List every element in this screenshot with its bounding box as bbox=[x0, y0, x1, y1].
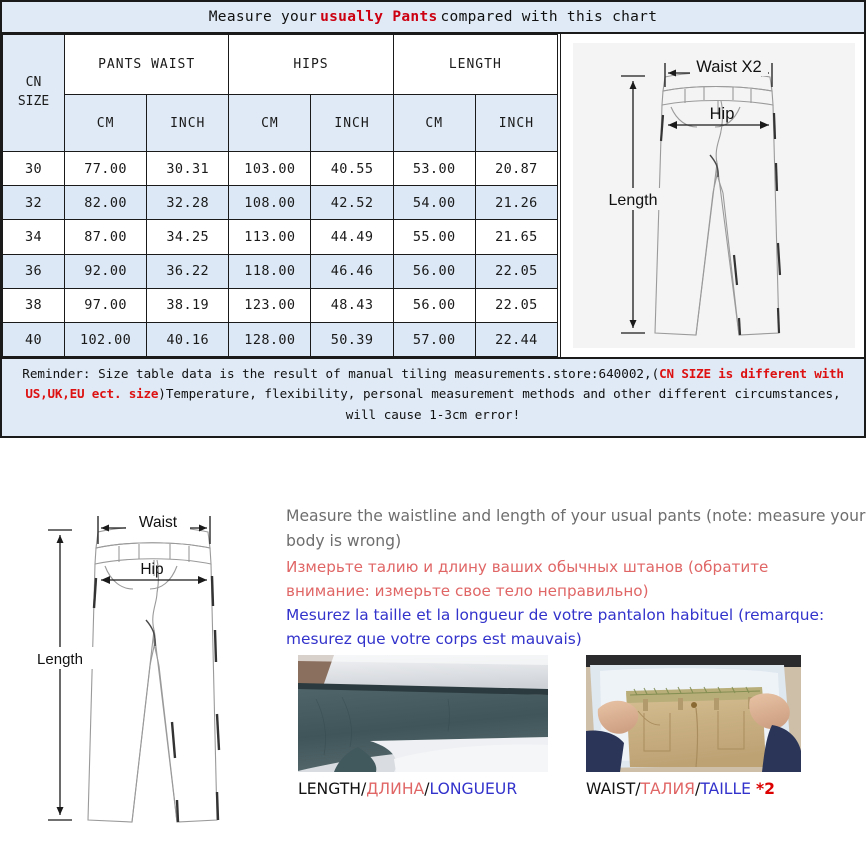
instruction-text bbox=[286, 504, 866, 652]
instruction-en-line2: body is wrong) bbox=[286, 532, 402, 551]
pants-diagram-top-icon bbox=[573, 43, 855, 348]
cell-waist-cm: 82.00 bbox=[65, 186, 147, 220]
unit-header-hips-inch: INCH bbox=[311, 95, 393, 152]
table-header-units bbox=[3, 95, 558, 152]
cn-size-line1: CN bbox=[25, 75, 42, 91]
photo-cell-waist bbox=[586, 655, 801, 798]
waist-x2-label: Waist X2 bbox=[696, 58, 762, 76]
unit-header-hips-cm: CM bbox=[229, 95, 311, 152]
photo-length-measurement bbox=[298, 655, 548, 772]
chart-title-highlight: usually Pants bbox=[320, 9, 438, 25]
table-row bbox=[3, 186, 558, 220]
cell-size: 34 bbox=[3, 220, 65, 254]
instruction-fr-line2: mesurez que votre corps est mauvais) bbox=[286, 630, 582, 649]
reminder-part3: will cause 1-3cm error! bbox=[345, 406, 521, 422]
hip-label: Hip bbox=[140, 561, 164, 578]
group-header-hips: HIPS bbox=[229, 35, 393, 95]
photo-waist-image bbox=[586, 655, 801, 772]
chart-middle-area bbox=[2, 34, 864, 357]
cell-hips-cm: 113.00 bbox=[229, 220, 311, 254]
waist-label: Waist bbox=[138, 514, 178, 531]
photo-cell-length bbox=[298, 655, 548, 798]
cell-size: 40 bbox=[3, 322, 65, 356]
cell-hips-inch: 44.49 bbox=[311, 220, 393, 254]
cell-hips-cm: 123.00 bbox=[229, 288, 311, 322]
cell-length-cm: 54.00 bbox=[393, 186, 475, 220]
cn-size-line2: SIZE bbox=[17, 94, 50, 109]
table-row bbox=[3, 322, 558, 356]
cn-size-header bbox=[3, 35, 65, 152]
table-row bbox=[3, 254, 558, 288]
reminder-part2: )Temperature, flexibility, personal measurement methods and other different circumstances, bbox=[158, 386, 841, 402]
cell-hips-cm: 118.00 bbox=[229, 254, 311, 288]
cell-hips-inch: 46.46 bbox=[311, 254, 393, 288]
instruction-en-line1: Measure the waistline and length of your usual pants (note: measure your bbox=[286, 507, 866, 525]
pants-diagram-background bbox=[573, 43, 855, 348]
cell-length-cm: 57.00 bbox=[393, 322, 475, 356]
cell-hips-inch: 48.43 bbox=[311, 288, 393, 322]
instruction-ru-line2: внимание: измерьте свое тело неправильно) bbox=[286, 581, 649, 600]
chart-title-bar bbox=[2, 2, 864, 34]
pants-diagram-bottom-icon bbox=[0, 470, 282, 840]
unit-header-waist-cm: CM bbox=[65, 95, 147, 152]
hip-label: Hip bbox=[709, 105, 735, 123]
cell-hips-cm: 108.00 bbox=[229, 186, 311, 220]
table-row bbox=[3, 152, 558, 186]
unit-header-waist-inch: INCH bbox=[147, 95, 229, 152]
cell-size: 30 bbox=[3, 152, 65, 186]
caption-length: LENGTH/ДЛИНА/LONGUEUR bbox=[298, 780, 518, 798]
cell-hips-cm: 103.00 bbox=[229, 152, 311, 186]
cell-waist-inch: 38.19 bbox=[147, 288, 229, 322]
caption-waist-multiplier: *2 bbox=[756, 780, 776, 798]
size-table bbox=[2, 34, 558, 357]
caption-length-ru: ДЛИНА bbox=[366, 780, 425, 798]
cell-waist-inch: 40.16 bbox=[147, 322, 229, 356]
cell-length-inch: 21.26 bbox=[475, 186, 557, 220]
group-header-pants-waist: PANTS WAIST bbox=[65, 35, 229, 95]
reminder-note bbox=[2, 357, 864, 436]
cell-length-inch: 20.87 bbox=[475, 152, 557, 186]
table-header-groups bbox=[3, 35, 558, 95]
cell-waist-inch: 34.25 bbox=[147, 220, 229, 254]
cell-waist-cm: 102.00 bbox=[65, 322, 147, 356]
table-row bbox=[3, 220, 558, 254]
photo-waist-measurement bbox=[586, 655, 801, 772]
cell-length-inch: 21.65 bbox=[475, 220, 557, 254]
caption-waist-ru: ТАЛИЯ bbox=[640, 780, 695, 798]
cell-hips-inch: 42.52 bbox=[311, 186, 393, 220]
chart-title-suffix: compared with this chart bbox=[440, 9, 658, 25]
cell-length-inch: 22.05 bbox=[475, 288, 557, 322]
cell-length-inch: 22.44 bbox=[475, 322, 557, 356]
cell-size: 32 bbox=[3, 186, 65, 220]
instruction-photos bbox=[286, 655, 866, 825]
unit-header-length-cm: CM bbox=[393, 95, 475, 152]
cell-waist-cm: 77.00 bbox=[65, 152, 147, 186]
table-row bbox=[3, 288, 558, 322]
unit-header-length-inch: INCH bbox=[475, 95, 557, 152]
cell-size: 38 bbox=[3, 288, 65, 322]
cell-waist-cm: 87.00 bbox=[65, 220, 147, 254]
instruction-fr-line1: Mesurez la taille et la longueur de votre pantalon habituel (remarque: bbox=[286, 605, 825, 624]
reminder-part1: Reminder: Size table data is the result of manual tiling measurements.store:640002,( bbox=[22, 366, 660, 381]
caption-waist-fr: TAILLE bbox=[700, 780, 752, 798]
caption-waist-en: WAIST bbox=[586, 780, 636, 798]
length-label: Length bbox=[608, 192, 658, 209]
caption-length-en: LENGTH bbox=[298, 780, 361, 798]
pants-diagram-panel-top bbox=[560, 34, 864, 357]
cell-length-cm: 53.00 bbox=[393, 152, 475, 186]
reminder-red-text: CN SIZE is different with US,UK,EU ect. size bbox=[25, 366, 844, 402]
cell-size: 36 bbox=[3, 254, 65, 288]
cell-waist-inch: 30.31 bbox=[147, 152, 229, 186]
cell-length-cm: 56.00 bbox=[393, 288, 475, 322]
cell-hips-cm: 128.00 bbox=[229, 322, 311, 356]
cell-length-cm: 55.00 bbox=[393, 220, 475, 254]
cell-length-cm: 56.00 bbox=[393, 254, 475, 288]
instruction-ru-line1: Измерьте талию и длину ваших обычных штанов (обратите bbox=[286, 557, 769, 576]
cell-waist-cm: 92.00 bbox=[65, 254, 147, 288]
cell-length-inch: 22.05 bbox=[475, 254, 557, 288]
instructions-block bbox=[0, 470, 866, 866]
cell-hips-inch: 50.39 bbox=[311, 322, 393, 356]
length-label: Length bbox=[37, 651, 83, 668]
group-header-length: LENGTH bbox=[393, 35, 557, 95]
caption-waist: WAIST/ТАЛИЯ/TAILLE *2 bbox=[586, 780, 776, 798]
cell-waist-inch: 36.22 bbox=[147, 254, 229, 288]
cell-waist-inch: 32.28 bbox=[147, 186, 229, 220]
pants-diagram-panel-bottom bbox=[0, 470, 282, 840]
caption-length-fr: LONGUEUR bbox=[429, 780, 518, 798]
cell-waist-cm: 97.00 bbox=[65, 288, 147, 322]
photo-length-image bbox=[298, 655, 548, 772]
chart-title-prefix: Measure your bbox=[208, 9, 318, 25]
cell-hips-inch: 40.55 bbox=[311, 152, 393, 186]
